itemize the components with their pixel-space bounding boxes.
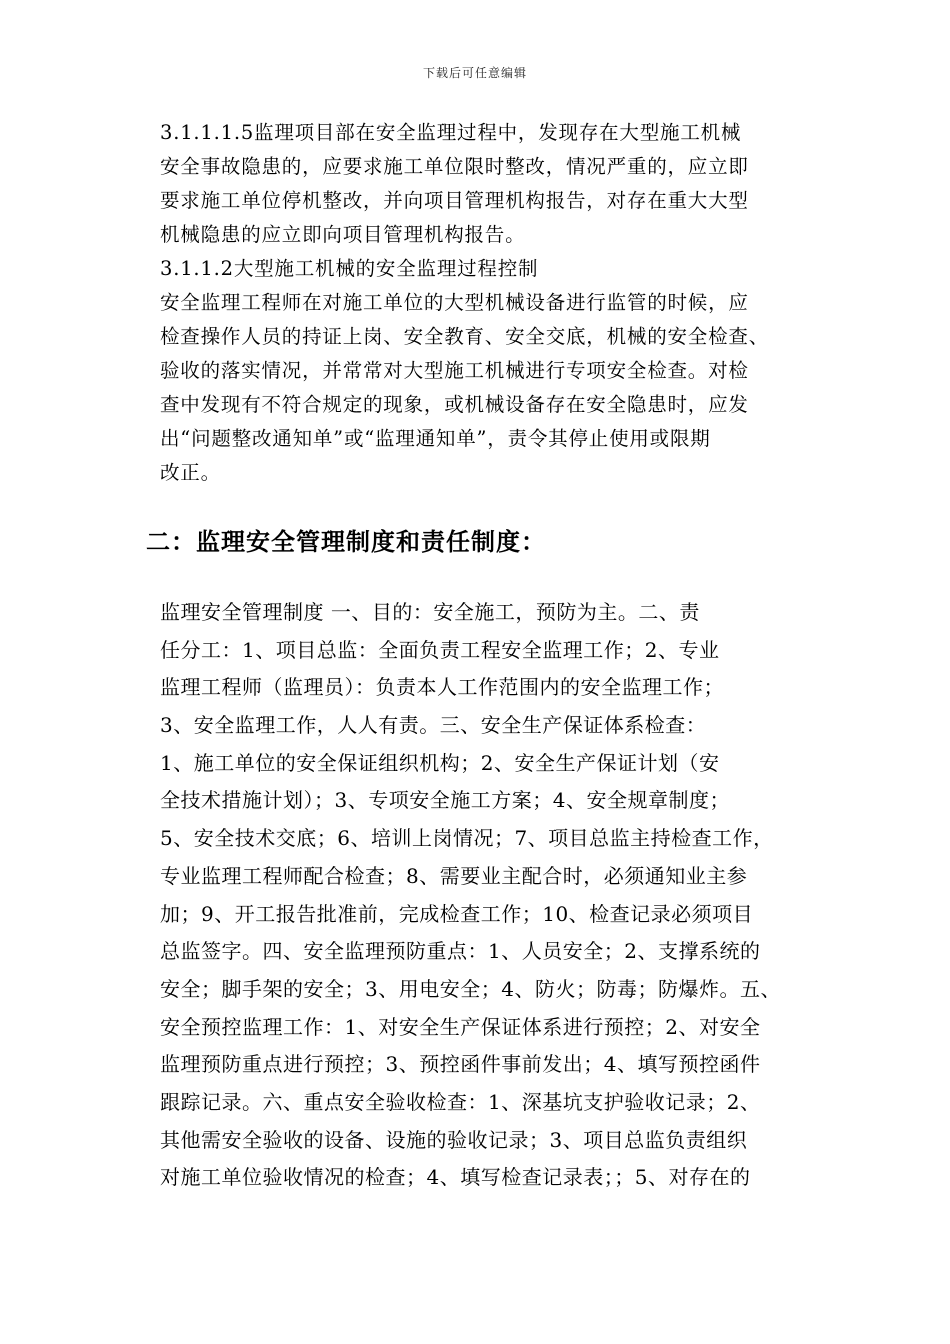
body-section-2 [160,594,810,1197]
paragraph-line: 总监签字。四、安全监理预防重点：1、人员安全；2、支撑系统的 [160,939,761,964]
section-heading: 二：监理安全管理制度和责任制度： [146,528,546,556]
body-section-1 [160,116,810,490]
paragraph-line: 5、安全技术交底；6、培训上岗情况；7、项目总监主持检查工作， [160,826,774,851]
paragraph-line: 安全监理工程师在对施工单位的大型机械设备进行监管的时候，应 [160,291,749,314]
paragraph-line: 全技术措施计划）；3、专项安全施工方案；4、安全规章制度； [160,788,730,813]
paragraph-line: 1、施工单位的安全保证组织机构；2、安全生产保证计划（安 [160,750,720,775]
paragraph-line: 跟踪记录。六、重点安全验收检查：1、深基坑支护验收记录；2、 [160,1089,761,1114]
paragraph-line: 监理工程师（监理员）：负责本人工作范围内的安全监理工作； [160,675,724,700]
page-header: 下载后可任意编辑 [422,66,527,80]
paragraph-line: 查中发现有不符合规定的现象，或机械设备存在安全隐患时，应发 [160,393,749,416]
paragraph-line: 3、安全监理工作，人人有责。三、安全生产保证体系检查： [160,713,707,738]
paragraph-line: 对施工单位验收情况的检查；4、填写检查记录表；；5、对存在的 [160,1165,751,1190]
paragraph-line: 加；9、开工报告批准前，完成检查工作；10、检查记录必须项目 [160,901,754,926]
paragraph-line: 机械隐患的应立即向项目管理机构报告。 [160,223,526,246]
paragraph-line: 监理预防重点进行预控；3、预控函件事前发出；4、填写预控函件 [160,1052,761,1077]
paragraph-line: 安全；脚手架的安全；3、用电安全；4、防火；防毒；防爆炸。五、 [160,976,781,1001]
paragraph-line: 检查操作人员的持证上岗、安全教育、安全交底，机械的安全检查、 [160,325,770,348]
paragraph-line: 监理安全管理制度 一、目的：安全施工，预防为主。二、责 [160,600,700,624]
paragraph-line: 要求施工单位停机整改，并向项目管理机构报告，对存在重大大型 [160,189,749,212]
paragraph-line: 安全预控监理工作：1、对安全生产保证体系进行预控；2、对安全 [160,1014,761,1039]
paragraph-line: 出“问题整改通知单”或“监理通知单”，责令其停止使用或限期 [160,427,711,450]
paragraph-line: 其他需安全验收的设备、设施的验收记录；3、项目总监负责组织 [160,1127,748,1152]
paragraph-line: 专业监理工程师配合检查；8、需要业主配合时，必须通知业主参 [160,863,748,888]
paragraph-line: 3.1.1.1.5监理项目部在安全监理过程中，发现存在大型施工机械 [160,121,742,144]
subsection-title: 3.1.1.2大型施工机械的安全监理过程控制 [160,257,539,280]
paragraph-line: 验收的落实情况，并常常对大型施工机械进行专项安全检查。对检 [160,359,749,382]
paragraph-line: 任分工：1、项目总监：全面负责工程安全监理工作；2、专业 [160,637,720,662]
paragraph-line: 安全事故隐患的，应要求施工单位限时整改，情况严重的，应立即 [160,155,749,178]
paragraph-line: 改正。 [160,461,221,484]
